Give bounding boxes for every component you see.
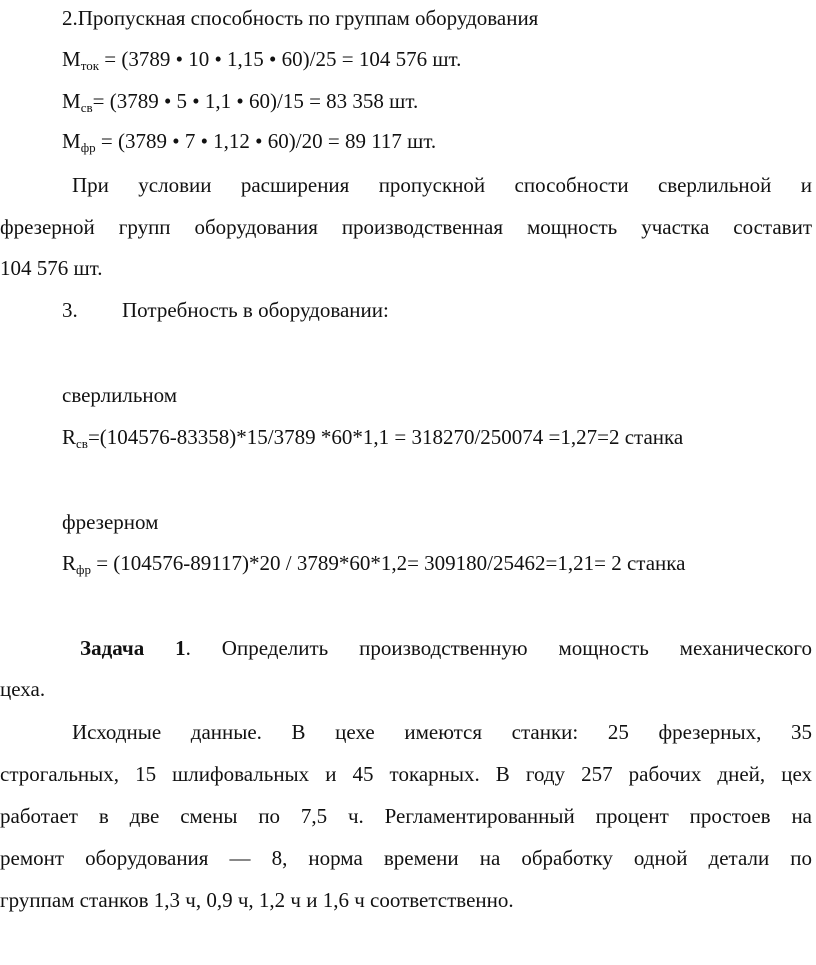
formula-m-sv	[62, 87, 418, 122]
paragraph-line: При условии расширения пропускной способности сверлильной и	[72, 173, 812, 197]
formula-symbol: R	[62, 425, 77, 449]
section-title: Потребность в оборудовании:	[122, 298, 389, 322]
formula-subscript: св	[80, 100, 93, 115]
task-text-line: группам станков 1,3 ч, 0,9 ч, 1,2 ч и 1,6 ч соответственно.	[0, 888, 514, 912]
formula-expression: = (3789 • 10 • 1,15 • 60)/25 = 104 576 шт.	[99, 47, 462, 71]
paragraph-line: фрезерной групп оборудования производственная мощность участка составит	[0, 215, 812, 239]
section3-heading	[62, 296, 389, 324]
task-title: Задача 1	[80, 636, 186, 660]
task-title-line	[80, 634, 812, 662]
task-text-line: ремонт оборудования — 8, норма времени на обработку одной детали по	[0, 846, 812, 870]
formula-symbol: М	[62, 89, 81, 113]
formula-symbol: R	[62, 551, 77, 575]
drill-label: сверлильном	[62, 383, 178, 407]
formula-subscript: фр	[76, 562, 91, 577]
section-number: 3.	[62, 298, 78, 322]
task-text-line: работает в две смены по 7,5 ч. Регламентированный процент простоев на	[0, 804, 812, 828]
formula-r-fr	[62, 549, 685, 584]
task-title-rest: . Определить производственную мощность механического	[185, 636, 812, 660]
formula-r-sv	[62, 423, 683, 458]
formula-symbol: М	[62, 129, 81, 153]
section2-heading: 2.Пропускная способность по группам оборудования	[62, 6, 539, 30]
mill-label: фрезерном	[62, 510, 159, 534]
formula-m-fr	[62, 127, 436, 162]
formula-expression: = (104576-89117)*20 / 3789*60*1,2= 309180/25462=1,21= 2 станка	[90, 551, 686, 575]
formula-expression: = (3789 • 5 • 1,1 • 60)/15 = 83 358 шт.	[92, 89, 419, 113]
formula-expression: =(104576-83358)*15/3789 *60*1,1 = 318270/250074 =1,27=2 станка	[87, 425, 684, 449]
formula-subscript: фр	[80, 140, 96, 155]
formula-m-tok	[62, 45, 461, 80]
formula-expression: = (3789 • 7 • 1,12 • 60)/20 = 89 117 шт.	[95, 129, 437, 153]
task-title-line2: цеха.	[0, 677, 46, 701]
formula-symbol: М	[62, 47, 81, 71]
formula-subscript: св	[76, 436, 88, 451]
task-text-line: строгальных, 15 шлифовальных и 45 токарных. В году 257 рабочих дней, цех	[0, 762, 812, 786]
paragraph-line: 104 576 шт.	[0, 256, 103, 280]
task-text-line: Исходные данные. В цехе имеются станки: 25 фрезерных, 35	[72, 720, 812, 744]
formula-subscript: ток	[80, 58, 100, 73]
